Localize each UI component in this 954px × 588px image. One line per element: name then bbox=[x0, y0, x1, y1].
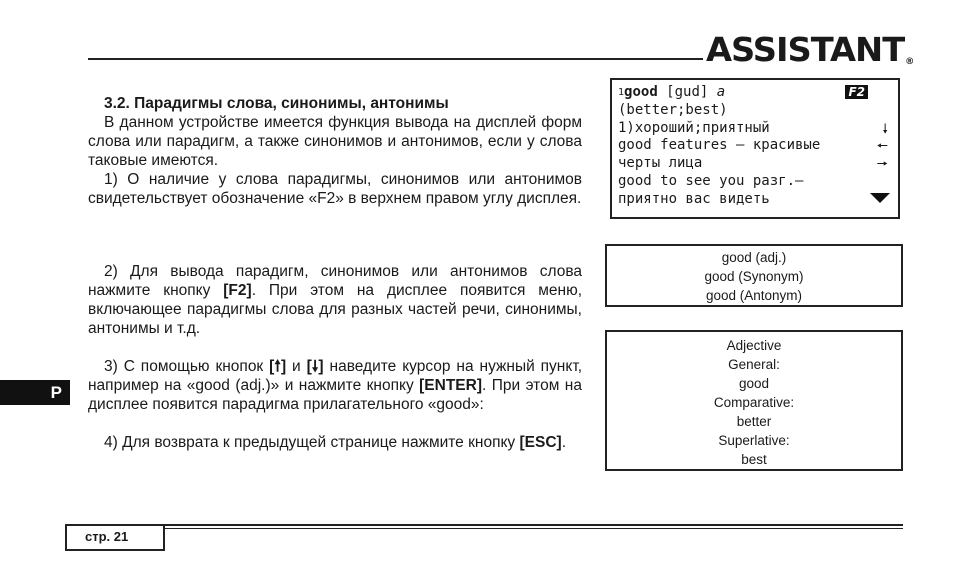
step-2: 2) Для вывода парадигм, синонимов или антонимов слова нажмите кнопку [F2]. При этом на дисплее появится меню, включающее парадигмы слова для разных частей речи, синонимы, антонимы и т.д. bbox=[88, 263, 582, 337]
footer-rule-thin bbox=[165, 528, 903, 529]
page-number: стр. 21 bbox=[65, 524, 165, 551]
paradigm-line: General: bbox=[728, 357, 780, 372]
step-3: 3) С помощью кнопок [🠕] и [🠗] наведите курсор на нужный пункт, например на «good (adj.)» и нажмите кнопку [ENTER]. При этом на дисплее появится парадигма прилагательного «good»: bbox=[88, 358, 583, 413]
paradigm-line: Comparative: bbox=[713, 395, 795, 410]
section-heading: 3.2. Парадигмы слова, синонимы, антонимы bbox=[104, 95, 449, 112]
paradigm-line: good bbox=[738, 376, 770, 391]
menu-item: good (adj.) bbox=[721, 250, 787, 265]
paradigm-line: Superlative: bbox=[718, 433, 790, 448]
lcd-line: 1)хороший;приятный 🠗 bbox=[618, 119, 888, 137]
lcd-line: (better;best) bbox=[618, 101, 728, 118]
lcd-display bbox=[610, 78, 900, 219]
paradigm-line: best bbox=[741, 452, 767, 467]
lcd-line: good features — красивые 🠔 bbox=[618, 137, 888, 155]
lcd-headword: good bbox=[624, 84, 658, 100]
paradigm-box bbox=[605, 330, 903, 471]
lcd-line: good to see you разг.— bbox=[618, 172, 804, 189]
key-down: [🠗] bbox=[306, 358, 324, 375]
lcd-line: черты лица 🠖 bbox=[618, 155, 888, 173]
brand-logo: ASSISTANT® bbox=[706, 30, 914, 69]
key-enter: [ENTER] bbox=[419, 377, 482, 394]
lcd-line: приятно вас видеть bbox=[618, 191, 898, 209]
section-intro bbox=[88, 94, 582, 208]
footer-rule bbox=[65, 524, 903, 526]
scroll-down-triangle-icon bbox=[870, 193, 890, 203]
language-side-tab: P bbox=[0, 380, 70, 405]
menu-item: good (Synonym) bbox=[704, 269, 804, 284]
lcd-headword-row: $^1$good [gud] a F2 bbox=[618, 84, 898, 102]
step-1: 1) О наличие у слова парадигмы, синонимов или антонимов свидетельствует обозначение «F2» в верхнем правом углу дисплея. bbox=[88, 171, 582, 207]
f2-badge: F2 bbox=[845, 85, 868, 99]
step-4: 4) Для возврата к предыдущей странице нажмите кнопку [ESC]. bbox=[104, 434, 566, 451]
key-f2: [F2] bbox=[223, 282, 252, 299]
key-esc: [ESC] bbox=[519, 434, 562, 451]
menu-item: good (Antonym) bbox=[705, 288, 803, 303]
arrow-right-icon: 🠖 bbox=[876, 157, 888, 173]
paradigm-line: better bbox=[736, 414, 772, 429]
header-rule bbox=[88, 58, 703, 60]
key-up: [🠕] bbox=[269, 358, 287, 375]
intro-paragraph: В данном устройстве имеется функция вывода на дисплей форм слова или парадигм, а также синонимов и антонимов, если у слова таковые имеются. bbox=[88, 114, 582, 169]
arrow-left-icon: 🠔 bbox=[876, 139, 888, 155]
paradigm-line: Adjective bbox=[726, 338, 782, 353]
arrow-down-icon: 🠗 bbox=[882, 121, 888, 137]
menu-box bbox=[605, 244, 903, 307]
